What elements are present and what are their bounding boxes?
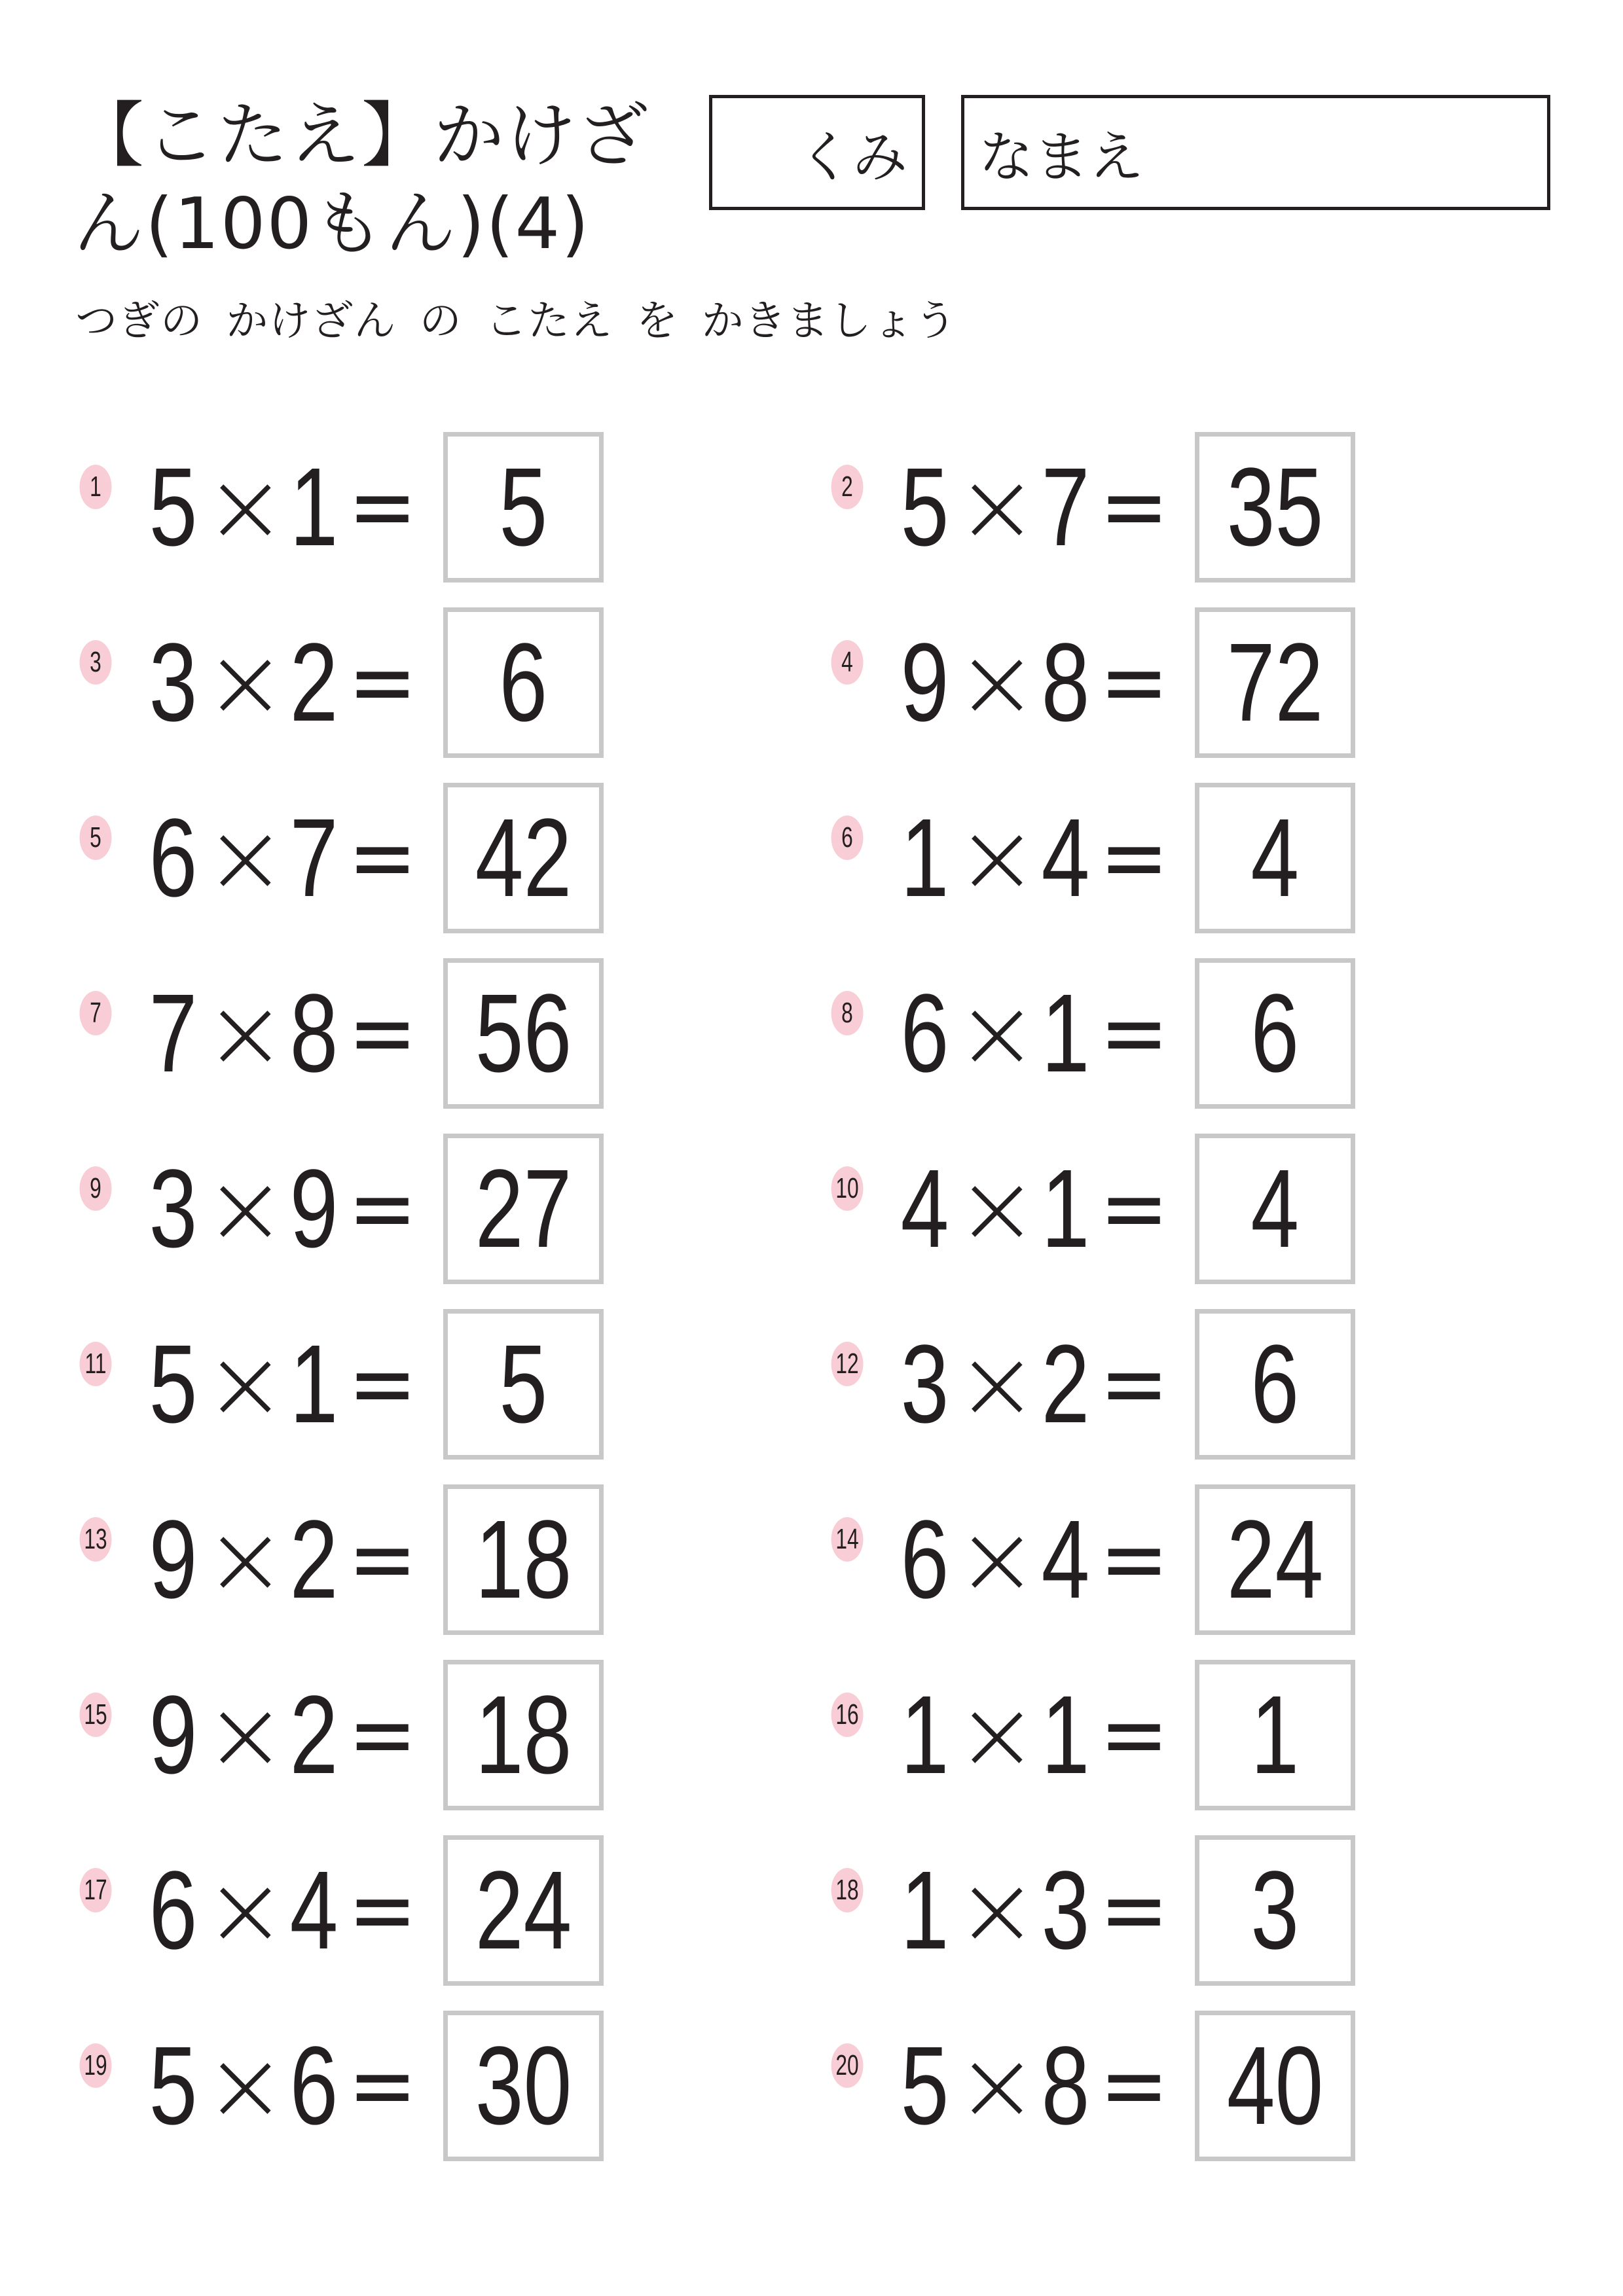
- problem-number-badge: 16: [831, 1693, 864, 1737]
- equals-sign: =: [348, 980, 418, 1086]
- problem-number-badge: 7: [80, 991, 112, 1035]
- operand-a: 9: [149, 1673, 198, 1797]
- problem-expression: [142, 1484, 418, 1635]
- problem-item: [825, 2011, 1480, 2161]
- operand-b: 2: [289, 1498, 338, 1622]
- problem-expression: [142, 1835, 418, 1986]
- answer-box[interactable]: [1195, 432, 1355, 583]
- times-sign: ×: [204, 2029, 287, 2143]
- operand-a: 6: [149, 796, 198, 920]
- times-sign: ×: [956, 626, 1038, 740]
- problem-item: [825, 1309, 1480, 1460]
- times-sign: ×: [204, 801, 287, 915]
- problem-number-badge: 6: [831, 816, 864, 860]
- operand-a: 9: [900, 620, 949, 745]
- problem-item: [73, 432, 728, 583]
- times-sign: ×: [204, 977, 287, 1090]
- operand-b: 1: [289, 1322, 338, 1446]
- problem-number-badge: 1: [80, 465, 112, 509]
- times-sign: ×: [956, 977, 1038, 1090]
- problem-number-badge: 12: [831, 1342, 864, 1386]
- answer-box[interactable]: [443, 958, 604, 1109]
- problem-expression: [142, 783, 418, 933]
- operand-a: 4: [900, 1147, 949, 1271]
- operand-b: 1: [1041, 1673, 1090, 1797]
- operand-b: 1: [1041, 1147, 1090, 1271]
- answer-box[interactable]: [443, 1309, 604, 1460]
- answer-box[interactable]: [443, 1484, 604, 1635]
- equals-sign: =: [348, 1331, 418, 1437]
- problem-expression: [894, 1134, 1169, 1284]
- problem-item: [825, 1660, 1480, 1810]
- answer-box[interactable]: [1195, 2011, 1355, 2161]
- answer-box[interactable]: [1195, 1835, 1355, 1986]
- equals-sign: =: [1099, 629, 1169, 736]
- operand-b: 1: [1041, 971, 1090, 1096]
- problem-expression: [894, 1660, 1169, 1810]
- operand-b: 2: [289, 620, 338, 745]
- equals-sign: =: [1099, 1331, 1169, 1437]
- times-sign: ×: [956, 450, 1038, 564]
- equals-sign: =: [1099, 1857, 1169, 1964]
- problem-expression: [142, 432, 418, 583]
- operand-a: 1: [900, 1673, 949, 1797]
- equals-sign: =: [1099, 454, 1169, 560]
- answer-value: 42: [475, 796, 572, 920]
- answer-value: 5: [499, 1322, 548, 1446]
- problem-item: [73, 1484, 728, 1635]
- operand-b: 2: [289, 1673, 338, 1797]
- problem-number-badge: 5: [80, 816, 112, 860]
- answer-box[interactable]: [443, 432, 604, 583]
- problem-item: [73, 783, 728, 933]
- operand-a: 5: [149, 1322, 198, 1446]
- times-sign: ×: [204, 1503, 287, 1617]
- operand-a: 3: [900, 1322, 949, 1446]
- operand-b: 7: [1041, 445, 1090, 569]
- answer-value: 4: [1250, 1147, 1300, 1271]
- problem-item: [825, 1484, 1480, 1635]
- equals-sign: =: [1099, 980, 1169, 1086]
- instruction-text: つぎの かけざん の こたえ を かきましょう: [75, 297, 957, 346]
- times-sign: ×: [956, 1503, 1038, 1617]
- problem-expression: [894, 432, 1169, 583]
- problem-number-badge: 11: [80, 1342, 112, 1386]
- times-sign: ×: [956, 1327, 1038, 1441]
- problem-expression: [142, 1660, 418, 1810]
- times-sign: ×: [204, 1854, 287, 1967]
- answer-box[interactable]: [1195, 1660, 1355, 1810]
- problem-expression: [894, 1484, 1169, 1635]
- answer-box[interactable]: [1195, 958, 1355, 1109]
- operand-b: 4: [1041, 796, 1090, 920]
- problem-item: [825, 1835, 1480, 1986]
- answer-value: 24: [475, 1848, 572, 1973]
- operand-b: 4: [289, 1848, 338, 1973]
- equals-sign: =: [348, 804, 418, 911]
- equals-sign: =: [348, 1681, 418, 1788]
- operand-a: 6: [149, 1848, 198, 1973]
- answer-value: 27: [475, 1147, 572, 1271]
- problem-item: [73, 1835, 728, 1986]
- operand-a: 6: [900, 1498, 949, 1622]
- problem-item: [73, 1134, 728, 1284]
- equals-sign: =: [1099, 1155, 1169, 1262]
- problem-expression: [894, 1309, 1169, 1460]
- equals-sign: =: [1099, 2032, 1169, 2139]
- problem-item: [825, 432, 1480, 583]
- problem-number-badge: 14: [831, 1517, 864, 1562]
- operand-a: 1: [900, 796, 949, 920]
- equals-sign: =: [348, 2032, 418, 2139]
- problem-item: [73, 958, 728, 1109]
- problem-number-badge: 19: [80, 2043, 112, 2088]
- problem-expression: [894, 607, 1169, 758]
- times-sign: ×: [956, 2029, 1038, 2143]
- operand-a: 5: [900, 2024, 949, 2148]
- operand-b: 9: [289, 1147, 338, 1271]
- operand-b: 8: [289, 971, 338, 1096]
- answer-value: 56: [475, 971, 572, 1096]
- times-sign: ×: [204, 1678, 287, 1792]
- times-sign: ×: [204, 1327, 287, 1441]
- problem-expression: [142, 1309, 418, 1460]
- times-sign: ×: [956, 1152, 1038, 1266]
- operand-a: 3: [149, 1147, 198, 1271]
- answer-value: 30: [475, 2024, 572, 2148]
- answer-box[interactable]: [1195, 1134, 1355, 1284]
- answer-box[interactable]: [1195, 1309, 1355, 1460]
- times-sign: ×: [204, 450, 287, 564]
- operand-b: 4: [1041, 1498, 1090, 1622]
- problem-number-badge: 4: [831, 640, 864, 685]
- problem-expression: [142, 1134, 418, 1284]
- answer-value: 35: [1226, 445, 1324, 569]
- problem-item: [825, 607, 1480, 758]
- problem-number-badge: 13: [80, 1517, 112, 1562]
- problem-expression: [894, 783, 1169, 933]
- equals-sign: =: [348, 629, 418, 736]
- problem-expression: [894, 2011, 1169, 2161]
- answer-box[interactable]: [443, 783, 604, 933]
- operand-a: 5: [149, 445, 198, 569]
- times-sign: ×: [956, 801, 1038, 915]
- problem-item: [73, 1309, 728, 1460]
- answer-value: 18: [475, 1498, 572, 1622]
- answer-value: 40: [1226, 2024, 1324, 2148]
- times-sign: ×: [956, 1678, 1038, 1792]
- operand-b: 7: [289, 796, 338, 920]
- problem-expression: [894, 958, 1169, 1109]
- problem-number-badge: 8: [831, 991, 864, 1035]
- operand-a: 3: [149, 620, 198, 745]
- answer-box[interactable]: [443, 607, 604, 758]
- equals-sign: =: [348, 1155, 418, 1262]
- equals-sign: =: [348, 1506, 418, 1613]
- problem-item: [825, 1134, 1480, 1284]
- answer-box[interactable]: [443, 1660, 604, 1810]
- problem-number-badge: 18: [831, 1868, 864, 1912]
- operand-a: 5: [900, 445, 949, 569]
- answer-box[interactable]: [443, 1835, 604, 1986]
- answer-box[interactable]: [443, 2011, 604, 2161]
- answer-value: 6: [1250, 971, 1300, 1096]
- worksheet-title: 【こたえ】かけざん(100もん)(4): [73, 95, 650, 265]
- operand-b: 6: [289, 2024, 338, 2148]
- times-sign: ×: [956, 1854, 1038, 1967]
- answer-value: 6: [1250, 1322, 1300, 1446]
- answer-value: 4: [1250, 796, 1300, 920]
- answer-value: 72: [1226, 620, 1324, 745]
- equals-sign: =: [348, 454, 418, 560]
- problem-expression: [142, 958, 418, 1109]
- times-sign: ×: [204, 1152, 287, 1266]
- problem-item: [73, 607, 728, 758]
- problem-number-badge: 9: [80, 1166, 112, 1211]
- answer-value: 18: [475, 1673, 572, 1797]
- problem-item: [73, 1660, 728, 1810]
- operand-a: 9: [149, 1498, 198, 1622]
- answer-value: 6: [499, 620, 548, 745]
- equals-sign: =: [348, 1857, 418, 1964]
- equals-sign: =: [1099, 1681, 1169, 1788]
- answer-value: 5: [499, 445, 548, 569]
- operand-a: 1: [900, 1848, 949, 1973]
- problem-item: [825, 783, 1480, 933]
- problem-expression: [142, 2011, 418, 2161]
- problem-expression: [142, 607, 418, 758]
- problem-number-badge: 2: [831, 465, 864, 509]
- problem-number-badge: 3: [80, 640, 112, 685]
- operand-a: 6: [900, 971, 949, 1096]
- operand-b: 1: [289, 445, 338, 569]
- answer-box[interactable]: [1195, 607, 1355, 758]
- operand-a: 5: [149, 2024, 198, 2148]
- operand-b: 2: [1041, 1322, 1090, 1446]
- problem-expression: [894, 1835, 1169, 1986]
- problem-item: [73, 2011, 728, 2161]
- problem-item: [825, 958, 1480, 1109]
- class-label: くみ: [797, 124, 907, 189]
- answer-box[interactable]: [1195, 1484, 1355, 1635]
- answer-box[interactable]: [1195, 783, 1355, 933]
- answer-value: 1: [1250, 1673, 1300, 1797]
- times-sign: ×: [204, 626, 287, 740]
- operand-b: 3: [1041, 1848, 1090, 1973]
- problem-number-badge: 15: [80, 1693, 112, 1737]
- problem-number-badge: 17: [80, 1868, 112, 1912]
- problem-number-badge: 20: [831, 2043, 864, 2088]
- equals-sign: =: [1099, 1506, 1169, 1613]
- answer-value: 3: [1250, 1848, 1300, 1973]
- operand-a: 7: [149, 971, 198, 1096]
- equals-sign: =: [1099, 804, 1169, 911]
- answer-box[interactable]: [443, 1134, 604, 1284]
- operand-b: 8: [1041, 2024, 1090, 2148]
- problem-number-badge: 10: [831, 1166, 864, 1211]
- answer-value: 24: [1226, 1498, 1324, 1622]
- name-label: なまえ: [979, 124, 1144, 189]
- operand-b: 8: [1041, 620, 1090, 745]
